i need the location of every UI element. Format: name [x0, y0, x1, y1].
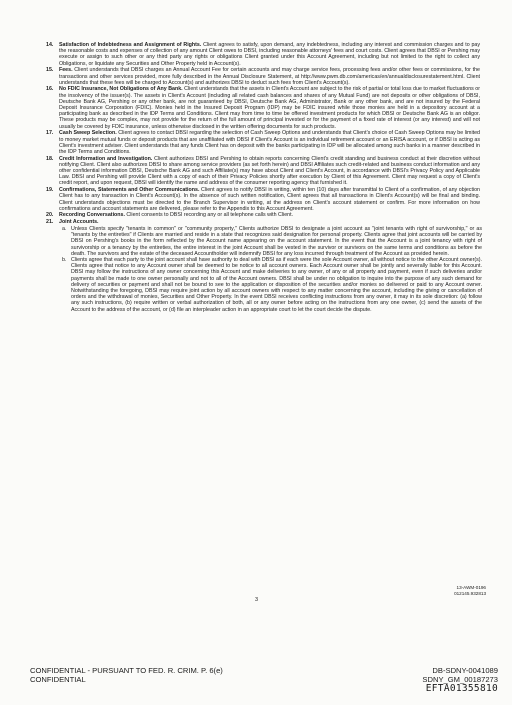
subsection-a: [62, 226, 482, 257]
section-title: Joint Accounts.: [59, 219, 99, 226]
section-text: Client authorizes DBSI and Pershing to obtain reports concerning Client's credit standing and business conduct at their discretion without notifying Client. Client also authorizes DBSI to share among service providers (as set forth herein) and DBSI Affiliates such credit-related and business conduct information and any other confidential information DBSI, Deutsche Bank AG and such Affiliate(s) may have about Client and Client's Account, in accordance with DBSI's Privacy Policy and Applicable Law. DBSI and Pershing will provide Client with a copy of each of their Privacy Policies shortly after execution by Client of this Agreement. Client may request a copy of Client's credit report, and upon request, DBSI will identify the name and address of the consumer reporting agency that furnished it.: [59, 155, 480, 187]
section-14: [46, 42, 482, 67]
agreement-text: [46, 42, 482, 313]
section-text: Client understands that DBSI charges an Annual Account Fee for certain accounts and may charge service fees, processing fees and/or other fees or commissions, for the transactions and other services provided, more fully described in the Annual Disclosure Statement, at http://www.pwm.db.com/americas/en/annualdisclosurestatement.html. Client understands that these fees will be charged to Account(s) and authorizes DBSI to deduct such fees from Client's Account(s).: [59, 67, 480, 86]
section-title: Confirmations, Statements and Other Communications.: [59, 187, 200, 194]
bates-number: SDNY_GM_00187273: [422, 675, 498, 685]
section-15: [46, 67, 482, 86]
form-codes: [440, 585, 486, 596]
section-number: 18.: [46, 155, 54, 162]
confidentiality-notice: CONFIDENTIAL - PURSUANT TO FED. R. CRIM. P. 6(e): [30, 666, 223, 675]
section-text: Client understands that the assets in Client's Account are subject to the risk of partial or total loss due to market fluctuations or the insolvency of the issuer(s). The assets in Client's Account (including all related cash balances and shares of any Mutual Fund) are not deposits or other obligations of DBSI, Deutsche Bank AG, Pershing or any other bank, are not guaranteed by DBSI, Deutsche Bank AG, Administrator, Bank or any other bank, and are not insured by the Federal Deposit Insurance Corporation (FDIC). Monies held in the Insured Deposit Program (IDP) may be FDIC insured while those monies are held in a depository account at a participating bank as described in the IDP Terms and Conditions. Client may from time to time be offered investment products for which DBSI or Deutsche Bank AG is an obligor. These products may be complex, may not provide for the return of the full amount of principal invested or for the payment of a fixed rate of interest (or any interest) and will not usually be covered by FDIC insurance, unless otherwise disclosed in the written offering documents for such products.: [59, 86, 480, 130]
subsection-letter: b.: [62, 256, 67, 263]
section-16: [46, 86, 482, 129]
section-title: Recording Conversations.: [59, 212, 125, 219]
bates-stamps: [422, 666, 498, 694]
section-title: No FDIC Insurance, Not Obligations of Any Bank.: [59, 86, 183, 93]
efta-number: EFTA01355810: [425, 683, 498, 695]
section-17: [46, 130, 482, 155]
subsection-b: [62, 257, 482, 313]
confidentiality-label: CONFIDENTIAL: [30, 675, 86, 685]
section-number: 21.: [46, 219, 54, 226]
section-text: Client agrees to contact DBSI regarding the selection of Cash Sweep Options and understands that Client's choice of Cash Sweep Options may be limited to money market mutual funds or deposit products that are unaffiliated with DBSI if Client's Account is an individual retirement account or an ERISA account, or if DBSI is acting as Client's investment adviser. Client understands that any funds Client has on deposit with the banks participating in IDP will be allocated among such banks in a manner described in the IDP Terms and Conditions.: [59, 130, 481, 155]
section-title: Fees.: [59, 67, 73, 74]
subsection-text: Unless Clients specify "tenants in common" or "community property," Clients authorize DBSI to designate a joint account as "joint tenants with right of survivorship," or as "tenants by the entireties" if Clients are married and reside in a state that recognizes said designation for personal property. Clients agree that joint accounts will be carried by DBSI on Pershing's books in the form reflected by the Account name appearing on the account statement. In the event that the Account is a joint tenancy with right of survivorship or a tenancy by the entireties, the entire interest in the joint Account shall be vested in the survivor or survivors on the same terms and conditions as before the death. The survivors and the estate of the deceased Accountholder will indemnify DBSI for any loss incurred through treatment of the Account as provided herein.: [71, 225, 482, 257]
section-21: [46, 219, 482, 225]
form-code: 13-AWM-0196: [456, 585, 486, 590]
section-number: 19.: [46, 187, 54, 194]
section-number: 15.: [46, 67, 54, 74]
section-20: [46, 212, 482, 218]
section-18: [46, 156, 482, 187]
confidentiality-footer: [30, 666, 223, 684]
section-text: Client agrees to notify DBSI in writing, within ten (10) days after transmittal to Client of a confirmation, of any objection Client has to any transaction in Client's Account(s). In the absence of such written notification, Client agrees that all transactions in Client's Account(s) will be final and binding. Client understands objections must be directed to the Branch Supervisor in writing, at the address on Client's account statement or confirm. For more information on how confirmations and account statements are delivered, please refer to the Appendix to this Account Agreement.: [59, 187, 480, 212]
section-text: Client agrees to satisfy, upon demand, any indebtedness, including any interest and commission charges and to pay the reasonable costs and expenses of collection of any amount Client owes to DBSI, including reasonable attorneys' fees and court costs. Client agrees that DBSI or Pershing may execute or assign to such other or any third party any rights or obligations Client granted under this Account Agreement, including but not limited to the right to collect any Obligations, or liquidate any Securities and Other Property held in Account(s).: [59, 42, 480, 67]
section-text: Client consents to DBSI recording any or all telephone calls with Client.: [124, 212, 294, 219]
subsection-letter: a.: [62, 225, 67, 232]
section-title: Cash Sweep Selection.: [59, 130, 117, 137]
page-number: 3: [255, 597, 259, 603]
section-title: Satisfaction of Indebtedness and Assignment of Rights.: [59, 42, 202, 48]
form-code: 012145.932813: [454, 590, 486, 596]
section-number: 20.: [46, 212, 54, 219]
section-19: [46, 187, 482, 212]
section-number: 14.: [46, 42, 54, 48]
section-number: 16.: [46, 86, 54, 93]
section-title: Credit Information and Investigation.: [59, 155, 153, 162]
bates-number: DB-SDNY-0041089: [432, 666, 498, 675]
subsection-text: Clients agree that each party to the joint account shall have authority to deal with DBSI as if each were the sole Account owner, all without notice to the other Account owner(s). Clients agree that notice to any Account owner shall be deemed to be notice to all account owners. Each Account owner shall be jointly and severally liable for this Account. DBSI may follow the instructions of any owner concerning this Account and make deliveries to any owner, of any or all property and payment, even if such deliveries and/or payments shall be made to one owner personally and not to all of the Account owners. DBSI shall be under no obligation to inquire into the purpose of any such demand for delivery of securities or payment and shall not be bound to see to the application or disposition of the securities and/or monies so delivered or paid to any Account owner. Notwithstanding the foregoing, DBSI may require joint action by all account owners with respect to any matter concerning the account, including the giving or cancellation of orders and the withdrawal of monies, Securities and Other Property. In the event DBSI receives conflicting instructions from any owner, it may in its sole discretion: (a) follow any such instructions, (b) require written or verbal authorization of both, all or any owner before acting on the instructions from any one owner, (c) send the assets of the Account to the address of the account, or (d) file an interpleader action in an appropriate court to let the court decide the dispute.: [71, 256, 482, 313]
section-number: 17.: [46, 130, 54, 137]
